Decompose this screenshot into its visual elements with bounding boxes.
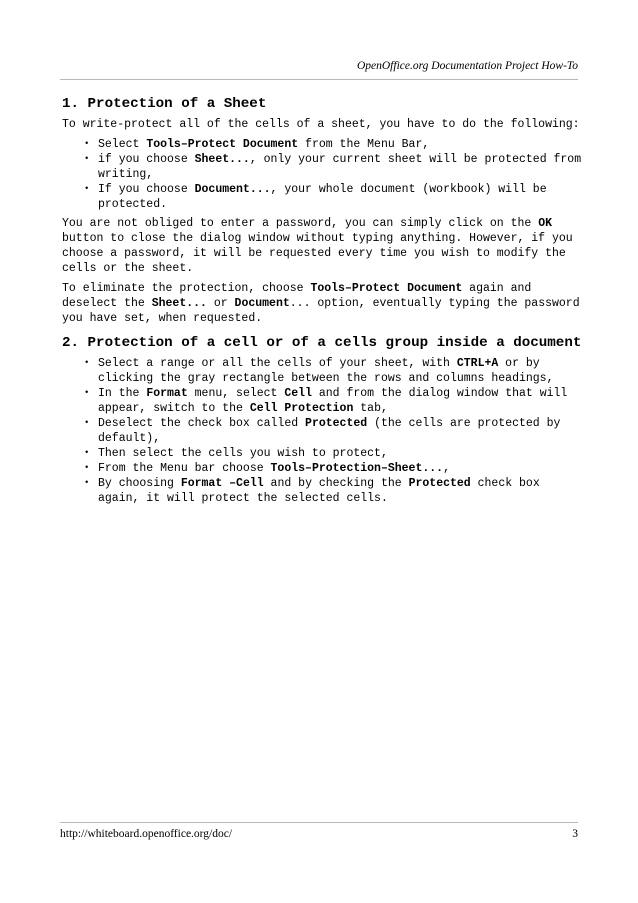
bullet-icon: • — [84, 388, 90, 398]
section-2-heading: 2. Protection of a cell or of a cells group inside a document — [62, 335, 582, 351]
bullet-icon: • — [84, 448, 90, 458]
list-item: • Select Tools–Protect Document from the Menu Bar, — [84, 138, 430, 151]
header-divider — [60, 79, 578, 80]
section-1-list — [62, 137, 582, 212]
bullet-icon: • — [84, 463, 90, 473]
running-header: OpenOffice.org Documentation Project How-To — [356, 60, 578, 72]
bullet-icon: • — [84, 184, 90, 194]
bullet-icon: • — [84, 154, 90, 164]
footer-divider — [60, 822, 578, 823]
password-paragraph: You are not obliged to enter a password, you can simply click on the OK button to close the dialog window without typing anything. However, if you choose a password, it will be requested every time you wish to modify the cells or the sheet. — [62, 217, 573, 275]
list-item: • Deselect the check box called Protected (the cells are protected by default), — [84, 417, 561, 445]
footer-url: http://whiteboard.openoffice.org/doc/ — [60, 828, 233, 840]
bullet-icon: • — [84, 358, 90, 368]
section-2-list — [62, 356, 582, 506]
list-item: • If you choose Document..., your whole document (workbook) will be protected. — [84, 183, 547, 211]
page-body — [62, 95, 582, 510]
list-item: • if you choose Sheet..., only your current sheet will be protected from writing, — [84, 153, 582, 181]
eliminate-protection-paragraph: To eliminate the protection, choose Tools–Protect Document again and deselect the Sheet... or Document... option, eventually typing the password you have set, when requested. — [62, 282, 580, 325]
bullet-icon: • — [84, 418, 90, 428]
section-1-heading: 1. Protection of a Sheet — [62, 96, 267, 112]
list-item: • From the Menu bar choose Tools–Protection–Sheet..., — [84, 462, 450, 475]
list-item: • Then select the cells you wish to protect, — [84, 447, 388, 460]
list-item: • In the Format menu, select Cell and from the dialog window that will appear, switch to the Cell Protection tab, — [84, 387, 568, 415]
bullet-icon: • — [84, 139, 90, 149]
section-1-intro: To write-protect all of the cells of a sheet, you have to do the following: — [62, 118, 580, 131]
list-item: • By choosing Format –Cell and by checking the Protected check box again, it will protect the selected cells. — [84, 477, 540, 505]
page-number: 3 — [572, 828, 578, 840]
bullet-icon: • — [84, 478, 90, 488]
list-item: • Select a range or all the cells of your sheet, with CTRL+A or by clicking the gray rectangle between the rows and columns headings, — [84, 357, 554, 385]
